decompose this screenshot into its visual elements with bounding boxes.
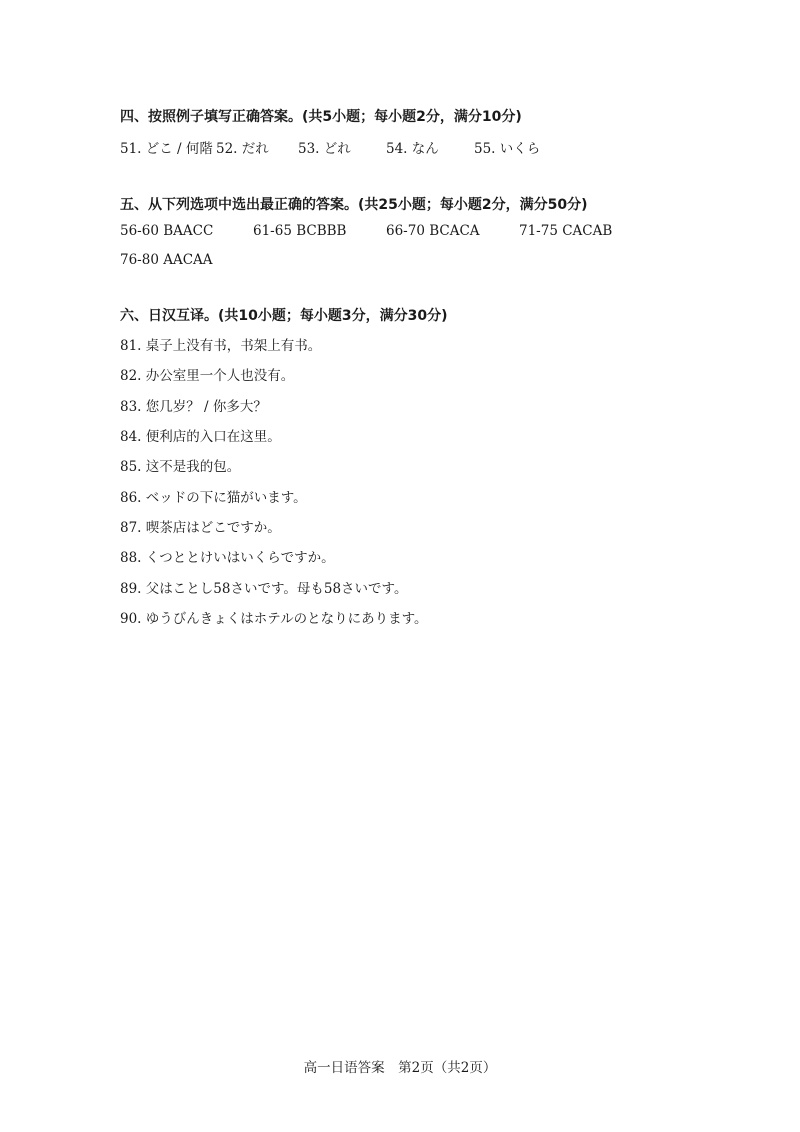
answer-group-61-65: 61-65 BCBBB bbox=[253, 223, 347, 239]
section-5-heading: 五、从下列选项中选出最正确的答案。(共25小题；每小题2分，满分50分) bbox=[120, 197, 588, 213]
answer-52: 52. だれ bbox=[216, 141, 269, 157]
translation-89: 89. 父はことし58さいです。母も58さいです。 bbox=[120, 581, 408, 597]
answer-55: 55. いくら bbox=[474, 141, 541, 157]
page-footer: 高一日语答案 第2页（共2页） bbox=[303, 1060, 497, 1076]
translation-81: 81. 桌子上没有书，书架上有书。 bbox=[120, 338, 322, 354]
translation-84: 84. 便利店的入口在这里。 bbox=[120, 429, 281, 445]
answer-group-66-70: 66-70 BCACA bbox=[386, 223, 480, 239]
translation-82: 82. 办公室里一个人也没有。 bbox=[120, 368, 295, 384]
translation-87: 87. 喫茶店はどこですか。 bbox=[120, 520, 281, 536]
section-5-row-1 bbox=[120, 223, 720, 241]
answer-54: 54. なん bbox=[386, 141, 439, 157]
translation-86: 86. ベッドの下に猫がいます。 bbox=[120, 490, 307, 506]
section-4-heading: 四、按照例子填写正确答案。(共5小题；每小题2分，满分10分) bbox=[120, 109, 522, 125]
translation-85: 85. 这不是我的包。 bbox=[120, 459, 241, 475]
section-5-row-2 bbox=[120, 252, 720, 270]
translation-90: 90. ゆうびんきょくはホテルのとなりにあります。 bbox=[120, 611, 428, 627]
translation-88: 88. くつととけいはいくらですか。 bbox=[120, 550, 335, 566]
answer-group-71-75: 71-75 CACAB bbox=[519, 223, 613, 239]
section-4-answers bbox=[120, 137, 720, 155]
translation-83: 83. 您几岁？ / 你多大？ bbox=[120, 399, 267, 415]
answer-group-76-80: 76-80 AACAA bbox=[120, 252, 213, 268]
answer-group-56-60: 56-60 BAACC bbox=[120, 223, 214, 239]
answer-51: 51. どこ / 何階 bbox=[120, 141, 213, 157]
section-6-heading: 六、日汉互译。(共10小题；每小题3分，满分30分) bbox=[120, 308, 448, 324]
answer-53: 53. どれ bbox=[298, 141, 351, 157]
